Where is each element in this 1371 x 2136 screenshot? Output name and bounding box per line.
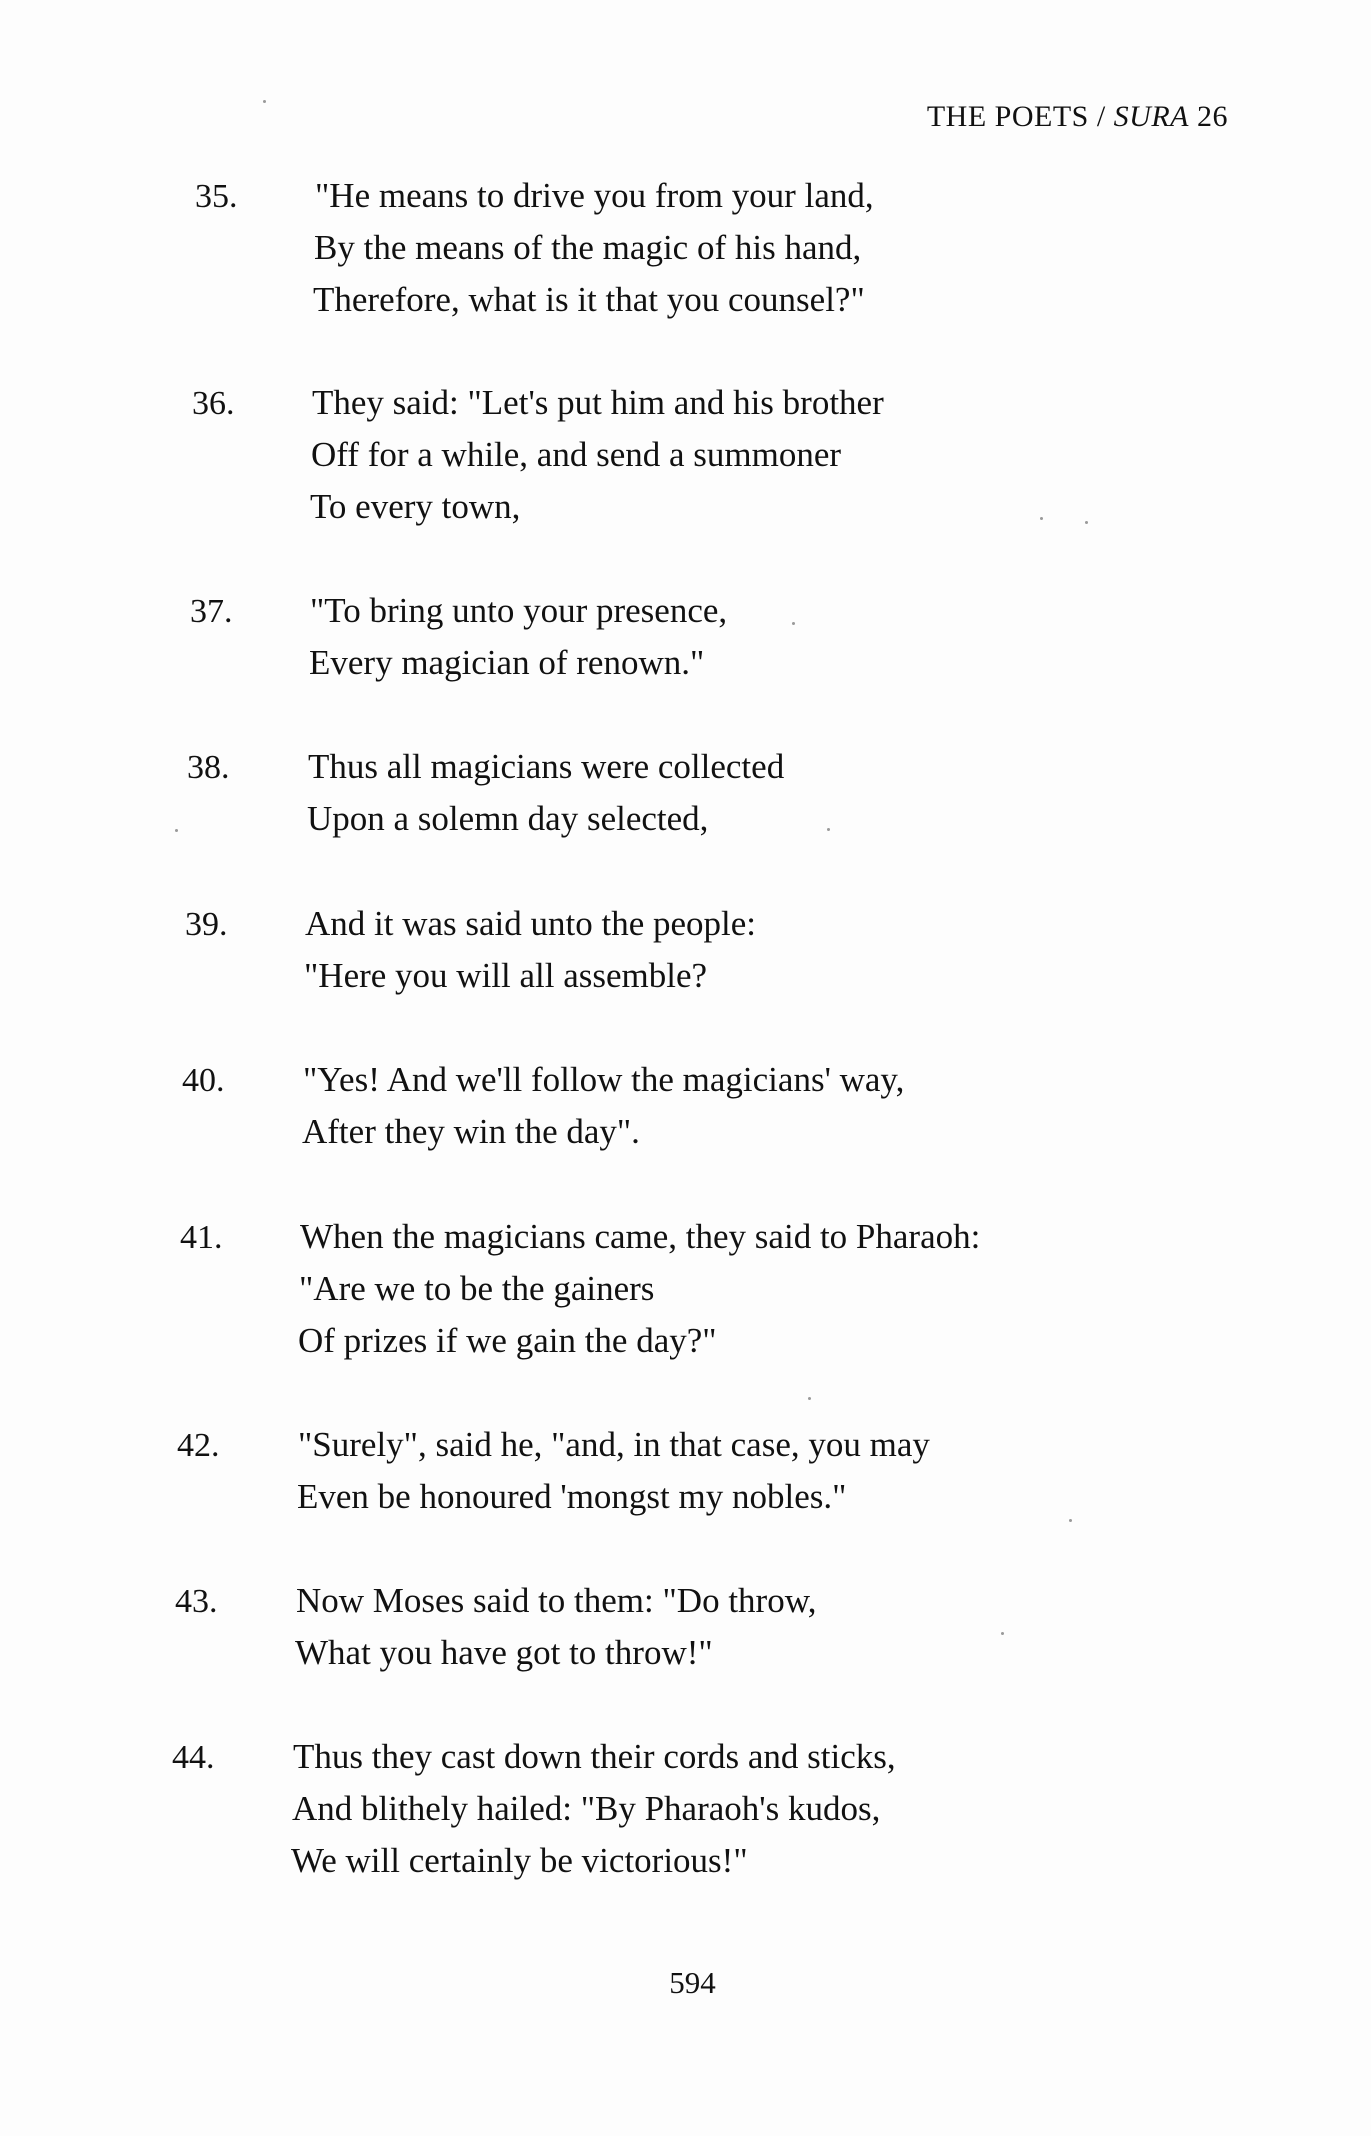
verse-line: To every town, xyxy=(310,487,521,526)
verse-line: Thus they cast down their cords and sticks, xyxy=(293,1737,896,1776)
running-head-sura-number: 26 xyxy=(1189,100,1228,133)
scan-speck xyxy=(263,100,266,103)
verse-line: Of prizes if we gain the day?" xyxy=(298,1321,717,1360)
verse-number: 36. xyxy=(192,385,235,422)
scan-speck xyxy=(1040,517,1043,520)
scan-speck xyxy=(808,1397,811,1400)
verse-number: 39. xyxy=(185,906,228,943)
running-head-sura-label: SURA xyxy=(1113,100,1189,133)
verse-number: 40. xyxy=(182,1062,225,1099)
verse-text xyxy=(296,1575,816,1679)
verse-line: "Here you will all assemble? xyxy=(304,956,708,995)
scan-speck xyxy=(792,622,795,625)
verse-number: 38. xyxy=(187,749,230,786)
verse-line: And blithely hailed: "By Pharaoh's kudos, xyxy=(292,1789,881,1828)
verse-line: "Are we to be the gainers xyxy=(299,1269,655,1308)
scan-speck xyxy=(827,828,830,831)
verse-line: And it was said unto the people: xyxy=(305,904,757,943)
verse-line: Every magician of renown." xyxy=(309,643,705,682)
verse-number: 44. xyxy=(172,1739,215,1776)
verse-text xyxy=(298,1419,930,1523)
scan-speck xyxy=(1085,521,1088,524)
scan-speck xyxy=(1069,1519,1072,1522)
verse-line: By the means of the magic of his hand, xyxy=(314,228,862,267)
verse-number: 37. xyxy=(190,593,233,630)
verse-text xyxy=(305,898,756,1002)
scan-speck xyxy=(175,829,178,832)
verse-line: "Yes! And we'll follow the magicians' way, xyxy=(303,1060,905,1099)
verse-text xyxy=(303,1054,904,1158)
verse-line: "To bring unto your presence, xyxy=(310,591,728,630)
verse-number: 41. xyxy=(180,1219,223,1256)
verse-line: Therefore, what is it that you counsel?" xyxy=(313,280,865,319)
verse-line: Even be honoured 'mongst my nobles." xyxy=(297,1477,847,1516)
verse-line: When the magicians came, they said to Pharaoh: xyxy=(300,1217,981,1256)
verse-number: 43. xyxy=(175,1583,218,1620)
verse-line: "He means to drive you from your land, xyxy=(315,176,874,215)
verse-line: Now Moses said to them: "Do throw, xyxy=(296,1581,817,1620)
verse-text xyxy=(300,1211,980,1367)
verse-text xyxy=(308,741,784,845)
verse-line: We will certainly be victorious!" xyxy=(291,1841,748,1880)
verse-number: 42. xyxy=(177,1427,220,1464)
verse-text xyxy=(315,170,874,326)
running-head xyxy=(927,100,1228,134)
verse-text xyxy=(293,1731,896,1887)
running-head-book: THE POETS / xyxy=(926,100,1114,133)
verse-line: "Surely", said he, "and, in that case, you may xyxy=(298,1425,930,1464)
verse-line: What you have got to throw!" xyxy=(295,1633,713,1672)
verse-number: 35. xyxy=(195,178,238,215)
scan-speck xyxy=(1001,1632,1004,1635)
verse-text xyxy=(312,377,884,533)
page-number: 594 xyxy=(669,1965,716,2000)
verse-line: After they win the day". xyxy=(302,1112,640,1151)
verse-line: Thus all magicians were collected xyxy=(308,747,785,786)
verse-line: Upon a solemn day selected, xyxy=(307,799,709,838)
verse-line: Off for a while, and send a summoner xyxy=(311,435,842,474)
verse-text xyxy=(310,585,727,689)
verse-line: They said: "Let's put him and his brother xyxy=(312,383,884,422)
